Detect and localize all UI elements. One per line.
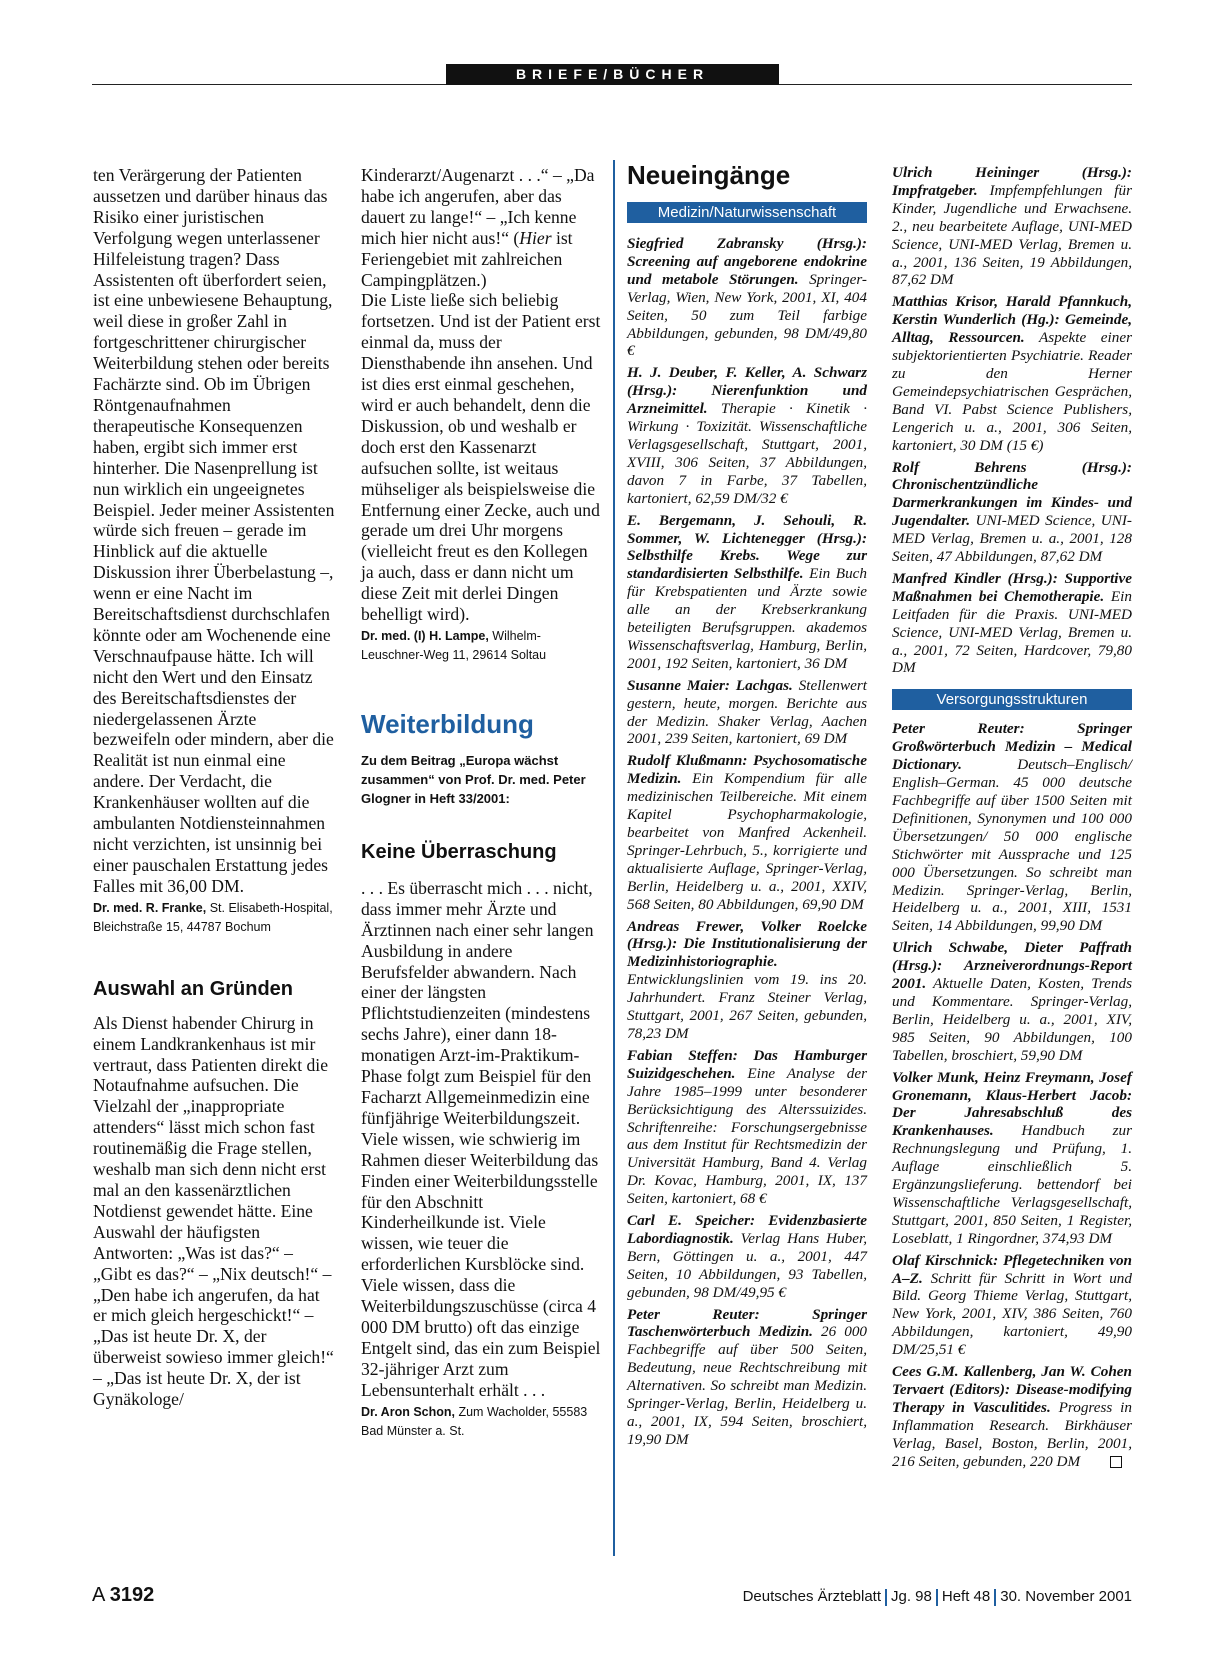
book-entry-details: 26 000 Fachbegriffe auf über 500 Seiten, Bedeutung, neue Rechtschreibung mit Alternativen. So schreibt man Medizin. Springer-Verlag, Berlin, Heidelberg u. a., 2001, IX, 594 Seiten, broschiert, 19,90 DM <box>627 1323 867 1448</box>
book-list-medizin <box>627 235 867 1449</box>
section-title-weiterbildung: Weiterbildung <box>361 708 534 739</box>
book-entry-title: Susanne Maier: Lachgas. <box>627 676 793 694</box>
book-entry-details: Aktuelle Daten, Kosten, Trends und Kommentare. Springer-Verlag, Berlin, Heidelberg u. a., 2001, XIV, 985 Seiten, 90 Abbildungen, 100 Tabellen, broschiert, 59,90 DM <box>892 975 1132 1064</box>
book-entry-details: Ein Buch für Krebspatienten und Ärzte sowie alle an der Krebserkrankung beteiligten Berufsgruppen. akademos Wissenschaftsverlag, Hamburg, Berlin, 2001, 192 Seiten, kartoniert, 36 DM <box>627 565 868 672</box>
book-entry-title: Andreas Frewer, Volker Roelcke (Hrsg.): Die Institutionalisierung der Medizinhistoriographie. <box>627 917 867 971</box>
letter-text-3 <box>361 165 601 290</box>
book-entry-details: Schritt für Schritt in Wort und Bild. Georg Thieme Verlag, Stuttgart, New York, 2001, XIV, 386 Seiten, 760 Abbildungen, kartoniert, 49,90 DM/25,51 € <box>892 1269 1132 1359</box>
book-entry-details: Ein Leitfaden für die Praxis. UNI-MED Science, UNI-MED Verlag, Bremen u. a., 2001, 72 Seiten, Hardcover, 79,80 DM <box>892 587 1132 677</box>
signature-lampe <box>361 627 601 665</box>
book-entry-title: Siegfried Zabransky (Hrsg.): Screening auf angeborene endokrine und metabole Störungen. <box>627 235 867 288</box>
column-1 <box>93 165 335 1410</box>
journal-issue: Heft 48 <box>941 1588 991 1605</box>
journal-date: 30. November 2001 <box>1000 1588 1132 1605</box>
book-entry-details: Handbuch zur Rechnungslegung und Prüfung, 1. Auflage einschließlich 5. Ergänzungslieferung. bettendorf bei Wissenschaftliche Verlagsgesellschaft, Stuttgart, 2001, 850 Seiten, 1 Register, Loseblatt, 1 Ringordner, 374,93 DM <box>892 1122 1132 1247</box>
new-arrivals-title: Neueingänge <box>627 160 791 190</box>
signature-name: Dr. med. (I) H. Lampe, <box>361 628 489 643</box>
book-entry <box>627 918 867 1043</box>
book-entry-details: Verlag Hans Huber, Bern, Göttingen u. a., 2001, 447 Seiten, 10 Abbildungen, 93 Tabellen, gebunden, 98 DM/49,95 € <box>627 1229 867 1301</box>
book-entry-title: Manfred Kindler (Hrsg.): Supportive Maßnahmen bei Chemotherapie. <box>892 569 1132 605</box>
book-entry <box>892 459 1132 566</box>
book-entry-details: Impfempfehlungen für Kinder, Jugendliche und Erwachsene. 2., neu bearbeitete Auflage, UNI-MED Science, UNI-MED Verlag, Bremen u. a., 2001, 136 Seiten, 19 Abbildungen, 87,62 DM <box>892 181 1132 289</box>
book-entry-title: Volker Munk, Heinz Freymann, Josef Gronemann, Klaus-Herbert Jacob: Der Jahresabschluß des Krankenhauses. <box>892 1068 1132 1140</box>
article-reference: Zu dem Beitrag „Europa wächst zusammen“ von Prof. Dr. med. Peter Glogner in Heft 33/2001: <box>361 752 586 806</box>
text-part: Kinderarzt/Augenarzt . . .“ – „Da habe ich angerufen, aber das dauert zu lange!“ – „Ich kenne mich hier nicht aus!“ ( <box>361 165 595 248</box>
signature-address: St. Elisabeth-Hospital, Bleichstraße 15, 44787 Bochum <box>93 900 333 934</box>
book-entry <box>892 1363 1132 1470</box>
page-prefix: A <box>92 1584 110 1606</box>
footer-separator <box>936 1589 938 1606</box>
book-entry <box>627 752 867 913</box>
book-entry <box>892 164 1132 289</box>
book-entry-details: Eine Analyse der Jahre 1985–1999 unter besonderer Berücksichtigung des Alterssuizides. Schriftenreihe: Forschungsergebnisse aus dem Institut für Rechtsmedizin der Universität Hamburg, Band 4. Verlag Dr. Kovac, Hamburg, 2001, IX, 137 Seiten, kartoniert, 68 € <box>627 1064 867 1208</box>
book-entry-details: Stellenwert gestern, heute, morgen. Berichte aus der Medizin. Shaker Verlag, Aachen 2001, 239 Seiten, kartoniert, 69 DM <box>627 676 867 748</box>
column-3 <box>627 160 867 1453</box>
signature-name: Dr. med. R. Franke, <box>93 900 207 915</box>
signature-name: Dr. Aron Schon, <box>361 1404 455 1419</box>
book-entry <box>627 677 867 749</box>
section-banner: BRIEFE/BÜCHER <box>446 64 779 85</box>
category-bar-versorgung: Versorgungsstrukturen <box>892 689 1132 710</box>
book-entry-title: Carl E. Speicher: Evidenzbasierte Labordiagnostik. <box>627 1212 867 1247</box>
footer-separator <box>885 1589 887 1606</box>
book-entry <box>892 720 1132 935</box>
letter-text-2: Als Dienst habender Chirurg in einem Landkrankenhaus ist mir vertraut, dass Patienten direkt die Notaufnahme aufsuchen. Die Vielzahl der „inappropriate attenders“ lässt mich schon fast routinemäßig die Frage stellen, weshalb man sich denn nicht erst mal an den kassenärztlichen Notdienst gewendet hätte. Eine Auswahl der häufigsten Antworten: „Was ist das?“ – „Gibt es das?“ – „Nix deutsch!“ – „Den habe ich angerufen, da hat er mich gleich hergeschickt!“ – „Das ist heute Dr. X, der überweist sowieso immer gleich!“ – „Das ist heute Dr. X, der ist Gynäkologe/ <box>93 1012 334 1410</box>
letter-text-1: ten Verärgerung der Patienten aussetzen und darüber hinaus das Risiko einer juristischen Verfolgung wegen unterlassener Hilfeleistung tragen? Dass Assistenten oft überfordert seien, ist eine unbewiesene Behauptung, weil diese in großer Zahl in fortgeschrittener chirurgischer Weiterbildung stehen oder bereits Fachärzte sind. Ob im Übrigen Röntgenaufnahmen therapeutische Konsequenzen haben, ergibt sich immer erst hinterher. Die Nasenprellung ist nun wirklich ein ungeeignetes Beispiel. Jeder meiner Assistenten würde sich freuen – gerade im Hinblick auf die aktuelle Diskussion ihrer Überbelastung –, wenn er eine Nacht im Bereitschaftsdienst durchschlafen könnte oder am Wochenende eine Verschnaufpause hätte. Ich will nicht den Wert und den Einsatz des Bereitschaftsdienstes der niedergelassenen Ärzte bezweifeln oder mindern, aber die Realität ist nun einmal eine andere. Der Verdacht, die Krankenhäuser wollten auf die ambulanten Notdiensteinnahmen nicht verzichten, ist unsinnig bei einer pauschalen Erstattung jedes Falles mit 36,00 DM. <box>93 165 335 896</box>
book-entry-title: Cees G.M. Kallenberg, Jan W. Cohen Tervaert (Editors): Disease-modifying Therapy in Vasculitides. <box>892 1363 1132 1416</box>
column-4 <box>892 164 1132 1475</box>
book-entry <box>627 1212 867 1302</box>
book-entry <box>892 293 1132 454</box>
book-list-medizin-cont <box>892 164 1132 677</box>
book-entry-details: Ein Kompendium für alle medizinischen Teilbereiche. Mit einem Kapitel Psychopharmakologie, bearbeitet von Manfred Ackenheil. Springer-Lehrbuch, 5., korrigierte und aktualisierte Auflage, Springer-Verlag, Berlin, Heidelberg u. a., 2001, XXIV, 568 Seiten, 80 Abbildungen, 69,90 DM <box>627 770 867 913</box>
book-entry-title: Rudolf Klußmann: Psychosomatische Medizin. <box>627 752 867 788</box>
book-entry-details: Aspekte einer subjektorientierten Psychiatrie. Reader zu den Herner Gemeindepsychiatrischen Gesprächen, Band VI. Pabst Science Publishers, Lengerich u. a., 2001, 306 Seiten, kartoniert, 30 DM (15 €) <box>892 329 1132 454</box>
book-entry <box>892 1069 1132 1248</box>
book-entry-details: Therapie · Kinetik · Wirkung · Toxizität. Wissenschaftliche Verlagsgesellschaft, Stuttgart, 2001, XVIII, 306 Seiten, 37 Abbildungen, davon 7 in Farbe, 37 Tabellen, kartoniert, 62,59 DM/32 € <box>627 400 867 507</box>
column-2 <box>361 165 601 1441</box>
book-entry <box>627 1306 867 1449</box>
journal-name: Deutsches Ärzteblatt <box>742 1588 881 1605</box>
book-entry <box>627 235 867 360</box>
book-entry-details: Springer-Verlag, Wien, New York, 2001, XI, 404 Seiten, 50 zum Teil farbige Abbildungen, gebunden, 98 DM/49,80 € <box>627 270 867 360</box>
letter-heading-auswahl: Auswahl an Gründen <box>93 977 294 1000</box>
book-entry-title: Matthias Krisor, Harald Pfannkuch, Kerstin Wunderlich (Hg.): Gemeinde, Alltag, Ressourcen. <box>892 293 1132 347</box>
letter-text-5: . . . Es überrascht mich . . . nicht, dass immer mehr Ärzte und Ärztinnen nach einer sehr langen Ausbildung in andere Berufsfelder abwandern. Nach einer der längsten Pflichtstudienzeiten (mindestens sechs Jahre), einer dann 18-monatigen Arzt-im-Praktikum-Phase folgt zum Beispiel für den Facharzt Allgemeinmedizin eine fünfjährige Weiterbildungszeit. Viele wissen, wie schwierig im Rahmen dieser Weiterbildung das Finden einer Weiterbildungsstelle für den Abschnitt Kinderheilkunde ist. Viele wissen, wie teuer die erforderlichen Kursblöcke sind. Viele wissen, dass die Weiterbildungszuschüsse (circa 4 000 DM brutto) oft das einzige Entgelt sind, das ein zum Beispiel 32-jähriger Arzt zum Lebensunterhalt erhält . . . <box>361 877 601 1400</box>
book-entry-title: Fabian Steffen: Das Hamburger Suizidgeschehen. <box>627 1046 867 1082</box>
book-entry <box>627 512 867 673</box>
book-entry-title: Rolf Behrens (Hrsg.): Chronischentzündliche Darmerkrankungen im Kindes- und Jugendalter. <box>892 458 1132 530</box>
text-part: ist Feriengebiet mit zahlreichen Campingplätzen.) <box>361 227 573 290</box>
signature-schon <box>361 1403 601 1441</box>
letter-text-4: Die Liste ließe sich beliebig fortsetzen. Und ist der Patient erst einmal da, muss der Diensthabende ihn ansehen. Und ist dies erst einmal geschehen, wird er auch behandelt, denn die Diskussion, ob und weshalb er doch erst den Kassenarzt aufsuchen sollte, ist weitaus mühseliger als beispielsweise die Entfernung einer Zecke, auch und gerade um drei Uhr morgens (vielleicht freut es den Kollegen ja auch, dass er dann nicht um diese Zeit mit derlei Dingen behelligt wird). <box>361 290 601 625</box>
end-of-article-box <box>1110 1456 1122 1468</box>
journal-volume: Jg. 98 <box>891 1588 932 1605</box>
category-bar-medizin: Medizin/Naturwissenschaft <box>627 202 867 223</box>
book-entry-details: UNI-MED Science, UNI-MED Verlag, Bremen u. a., 2001, 128 Seiten, 47 Abbildungen, 87,62 DM <box>892 512 1132 566</box>
signature-address: Zum Wacholder, 55583 Bad Münster a. St. <box>361 1404 588 1438</box>
book-entry <box>627 1047 867 1208</box>
book-entry <box>892 939 1132 1064</box>
page-number-value: 3192 <box>109 1584 155 1606</box>
journal-footer <box>743 1588 1132 1606</box>
letter-heading-keine: Keine Überraschung <box>361 840 557 863</box>
page-number <box>92 1584 154 1607</box>
book-entry <box>627 364 867 507</box>
text-italic: Hier <box>519 227 552 248</box>
book-entry-details: Deutsch–Englisch/ English–German. 45 000 deutsche Fachbegriffe auf über 1500 Seiten mit Definitionen, Synonymen und 100 000 Übersetzungen/ 50 000 englische Stichwörter mit Aussprache und 125 000 Übersetzungen. So schreibt man Medizin. Springer-Verlag, Berlin, Heidelberg u. a., 2001, XIII, 1531 Seiten, 14 Abbildungen, 99,90 DM <box>892 756 1132 935</box>
signature-address: Wilhelm-Leuschner-Weg 11, 29614 Soltau <box>361 628 547 662</box>
book-entry-title: Peter Reuter: Springer Taschenwörterbuch Medizin. <box>627 1305 867 1341</box>
book-list-versorgung <box>892 720 1132 1470</box>
book-entry-title: E. Bergemann, J. Sehouli, R. Sommer, W. Lichtenegger (Hrsg.): Selbsthilfe Krebs. Wege zur standardisierten Selbsthilfe. <box>627 511 867 583</box>
book-entry-details: Entwicklungslinien vom 19. ins 20. Jahrhundert. Franz Steiner Verlag, Stuttgart, 2001, 267 Seiten, gebunden, 78,23 DM <box>627 971 867 1042</box>
book-entry <box>892 570 1132 677</box>
book-entry-title: Ulrich Schwabe, Dieter Paffrath (Hrsg.): Arzneiverordnungs-Report 2001. <box>892 939 1132 993</box>
column-divider <box>613 160 615 1556</box>
book-entry-title: Olaf Kirschnick: Pflegetechniken von A–Z. <box>892 1251 1132 1287</box>
book-entry <box>892 1252 1132 1359</box>
signature-franke <box>93 899 335 937</box>
book-entry-details: Progress in Inflammation Research. Birkhäuser Verlag, Basel, Boston, Berlin, 2001, 216 Seiten, gebunden, 220 DM <box>892 1398 1132 1470</box>
footer-separator <box>994 1589 996 1606</box>
book-entry-title: Peter Reuter: Springer Großwörterbuch Medizin – Medical Dictionary. <box>892 720 1132 774</box>
book-entry-title: H. J. Deuber, F. Keller, A. Schwarz (Hrsg.): Nierenfunktion und Arzneimittel. <box>627 364 867 418</box>
book-entry-title: Ulrich Heininger (Hrsg.): Impfratgeber. <box>892 164 1132 199</box>
